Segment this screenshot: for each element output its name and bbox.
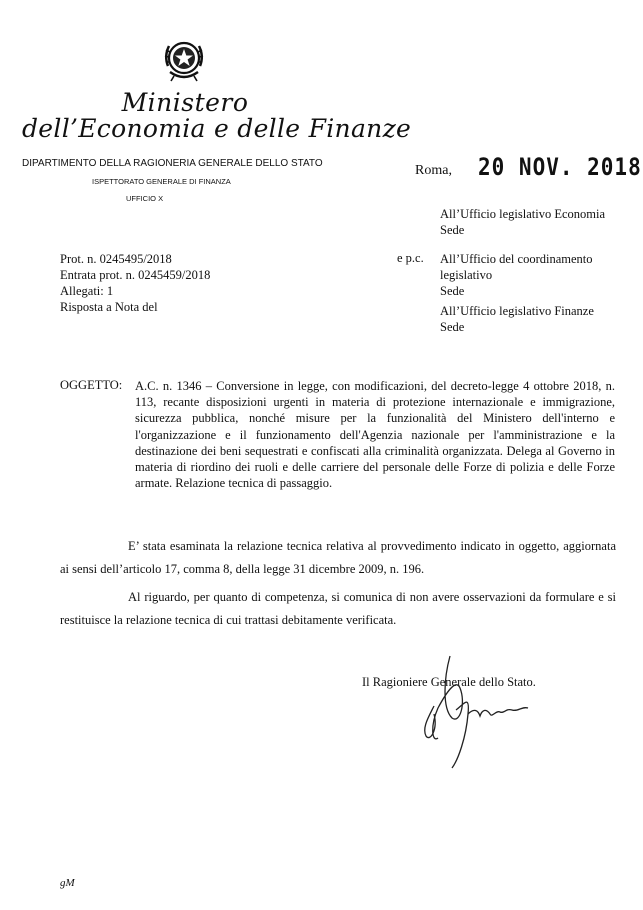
- recipient-cc-2: [440, 303, 594, 335]
- place: Roma,: [415, 163, 452, 178]
- body-paragraph-2: [60, 586, 616, 632]
- recipient-primary: [440, 206, 605, 238]
- body-paragraph-1-text: E’ stata esaminata la relazione tecnica relativa al provvedimento indicato in oggetto, aggiornata ai sensi dell’articolo 17, comma 8, della legge 31 dicembre 2009, n. 196.: [60, 539, 616, 576]
- date-stamp: 20 NOV. 2018: [478, 153, 642, 181]
- cc-label: e p.c.: [397, 251, 424, 265]
- reply-to-note: Risposta a Nota del: [60, 300, 158, 314]
- recipient-name: All’Ufficio del coordinamento legislativo: [440, 252, 593, 282]
- body-paragraph-2-text: Al riguardo, per quanto di competenza, si comunica di non avere osservazioni da formulare e si restituisce la relazione tecnica di cui trattasi debitamente verificata.: [60, 590, 616, 627]
- handwritten-signature: [408, 648, 548, 778]
- recipient-name: All’Ufficio legislativo Finanze: [440, 304, 594, 318]
- entry-protocol-number: Entrata prot. n. 0245459/2018: [60, 268, 211, 282]
- ministry-name-line1: Ministero: [121, 88, 249, 117]
- recipient-place: Sede: [440, 223, 465, 237]
- department-name: DIPARTIMENTO DELLA RAGIONERIA GENERALE DELLO STATO: [22, 158, 323, 169]
- protocol-block: [60, 251, 210, 315]
- recipient-cc-1: [440, 251, 630, 299]
- recipient-place: Sede: [440, 320, 465, 334]
- recipient-place: Sede: [440, 284, 465, 298]
- republic-emblem-icon: [160, 36, 208, 86]
- inspectorate-name: ISPETTORATO GENERALE DI FINANZA: [92, 177, 231, 186]
- subject-text: A.C. n. 1346 – Conversione in legge, con modificazioni, del decreto-legge 4 ottobre 2018, n. 113, recante disposizioni urgenti in materia di protezione internazionale e immigrazione, sicurezza pubblica, nonché misure per la funzionalità del Ministero dell'interno e l'organizzazione e il funzionamento dell'Agenzia nazionale per l'amministrazione e la destinazione dei beni sequestrati e confiscati alla criminalità organizzata. Delega al Governo in materia di riordino dei ruoli e delle carriere del personale delle Forze di polizia e delle Forze armate. Relazione tecnica di passaggio.: [135, 379, 615, 491]
- attachments: Allegati: 1: [60, 284, 114, 298]
- signatory-title: Il Ragioniere Generale dello Stato.: [362, 675, 536, 689]
- subject-label: OGGETTO:: [60, 378, 123, 392]
- recipient-name: All’Ufficio legislativo Economia: [440, 207, 606, 221]
- ministry-name-line2: dell’Economia e delle Finanze: [22, 114, 412, 143]
- typist-initials: gM: [60, 877, 75, 889]
- protocol-number: Prot. n. 0245495/2018: [60, 252, 172, 266]
- body-paragraph-1: [60, 535, 616, 581]
- office-name: UFFICIO X: [126, 194, 164, 203]
